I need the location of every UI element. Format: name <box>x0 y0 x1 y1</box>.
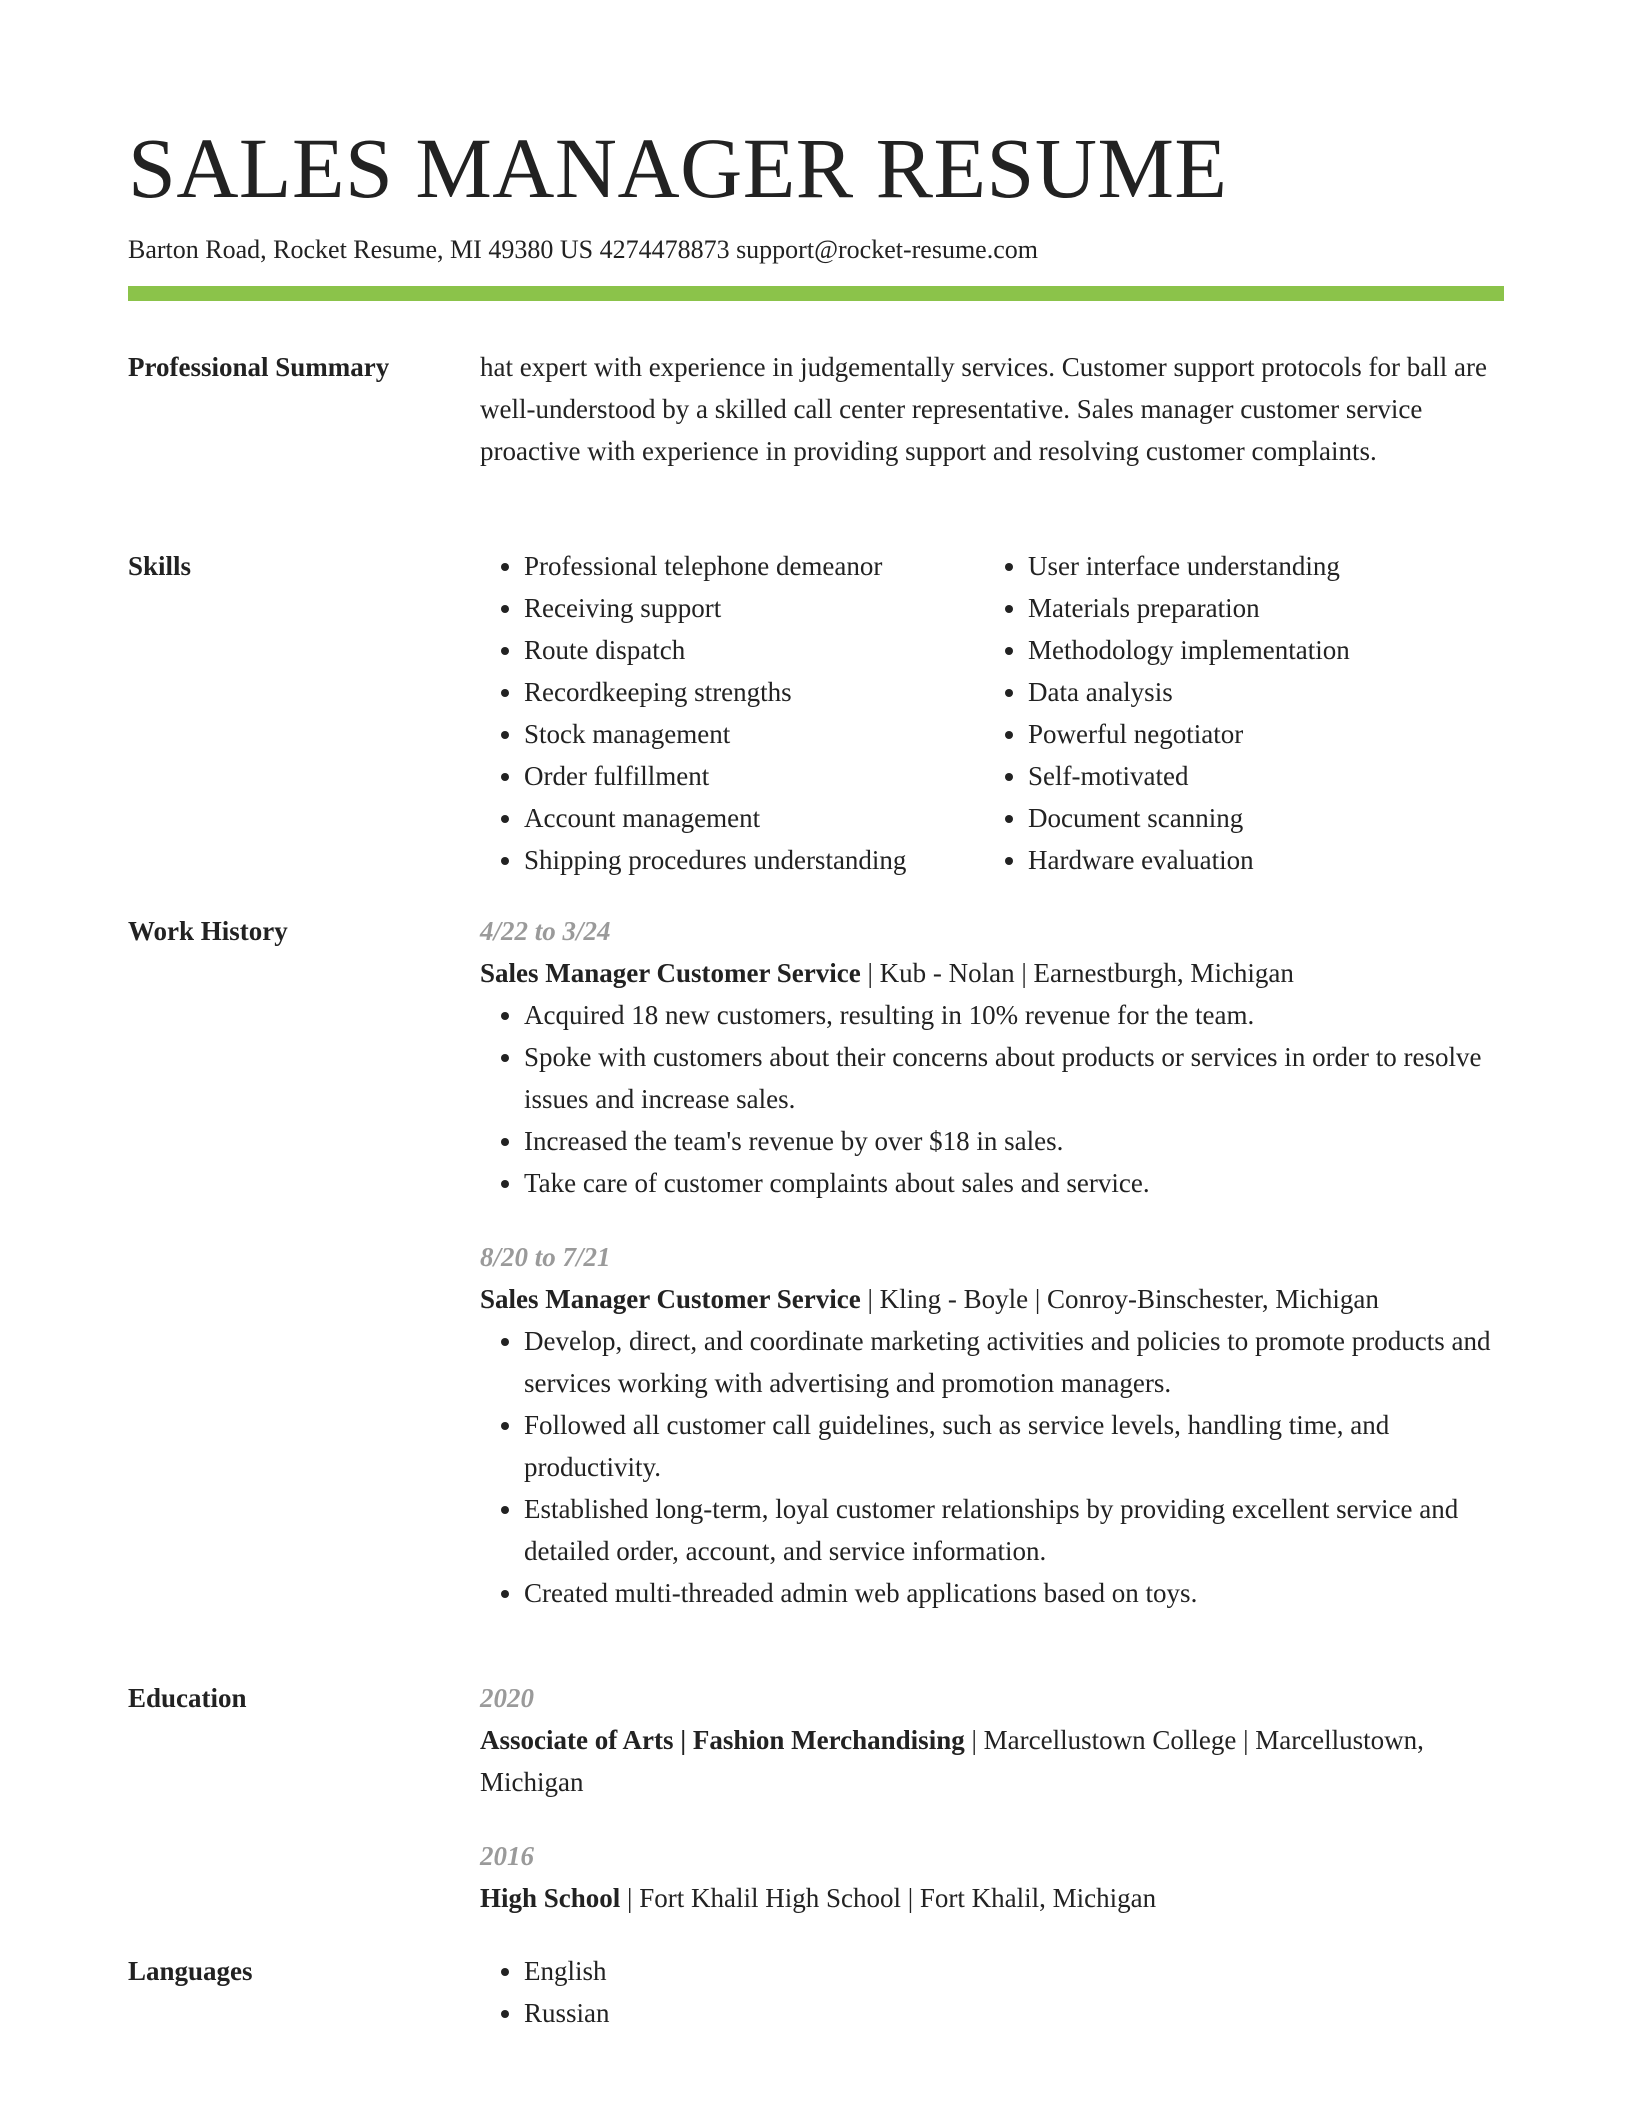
languages-list <box>480 1950 1504 2034</box>
skill-item: • Document scanning <box>1028 797 1350 839</box>
contact-line: Barton Road, Rocket Resume, MI 49380 US 4274478873 support@rocket-resume.com <box>128 235 1038 264</box>
languages-body <box>480 1950 1504 2034</box>
job-bullet-list <box>480 994 1504 1204</box>
education-label: Education <box>128 1683 247 1713</box>
skill-item: • Self-motivated <box>1028 755 1350 797</box>
education-details: | Marcellustown College | Marcellustown, Michigan <box>480 1725 1424 1797</box>
job-bullet: • Develop, direct, and coordinate marketing activities and policies to promote products and services working with advertising and promotion managers. <box>524 1320 1504 1404</box>
education-entry <box>480 1835 1504 1919</box>
education-degree: High School <box>480 1883 621 1913</box>
language-item: • English <box>524 1950 1504 1992</box>
job-details: | Kub - Nolan | Earnestburgh, Michigan <box>860 958 1294 988</box>
job-details: | Kling - Boyle | Conroy-Binschester, Michigan <box>860 1284 1379 1314</box>
skill-item: • User interface understanding <box>1028 545 1350 587</box>
work-label: Work History <box>128 916 288 946</box>
skill-item: • Account management <box>524 797 984 839</box>
skill-item: • Hardware evaluation <box>1028 839 1350 881</box>
skills-columns <box>480 545 1504 881</box>
skill-item: • Shipping procedures understanding <box>524 839 984 881</box>
skills-list-left <box>480 545 984 881</box>
job-title: Sales Manager Customer Service <box>480 1284 861 1314</box>
job-bullet: • Take care of customer complaints about sales and service. <box>524 1162 1504 1204</box>
skill-item: • Powerful negotiator <box>1028 713 1350 755</box>
job-entry <box>480 1236 1504 1614</box>
job-entry <box>480 910 1504 1204</box>
education-degree: Associate of Arts | Fashion Merchandising <box>480 1725 965 1755</box>
skill-item: • Recordkeeping strengths <box>524 671 984 713</box>
skill-item: • Materials preparation <box>1028 587 1350 629</box>
skill-item: • Professional telephone demeanor <box>524 545 984 587</box>
entry-spacer <box>480 1803 1504 1835</box>
entry-spacer <box>480 1204 1504 1236</box>
resume-title: SALES MANAGER RESUME <box>128 120 1228 216</box>
work-body <box>480 910 1504 1614</box>
education-line <box>480 1877 1504 1919</box>
education-year: 2016 <box>480 1841 534 1871</box>
summary-label: Professional Summary <box>128 352 390 382</box>
skill-item: • Data analysis <box>1028 671 1350 713</box>
skill-item: • Route dispatch <box>524 629 984 671</box>
education-details: | Fort Khalil High School | Fort Khalil, Michigan <box>620 1883 1157 1913</box>
education-entry <box>480 1677 1504 1803</box>
skills-body <box>480 545 1504 881</box>
skills-list-right <box>984 545 1350 881</box>
job-bullet: • Increased the team's revenue by over $18 in sales. <box>524 1120 1504 1162</box>
job-bullet: • Followed all customer call guidelines, such as service levels, handling time, and productivity. <box>524 1404 1504 1488</box>
job-bullet-list <box>480 1320 1504 1614</box>
skill-item: • Methodology implementation <box>1028 629 1350 671</box>
education-year: 2020 <box>480 1683 534 1713</box>
education-line <box>480 1719 1504 1803</box>
skill-item: • Stock management <box>524 713 984 755</box>
job-title-line <box>480 952 1504 994</box>
languages-label: Languages <box>128 1956 253 1986</box>
job-bullet: • Established long-term, loyal customer relationships by providing excellent service and detailed order, account, and service information. <box>524 1488 1504 1572</box>
job-bullet: • Spoke with customers about their concerns about products or services in order to resolve issues and increase sales. <box>524 1036 1504 1120</box>
education-body <box>480 1677 1504 1919</box>
job-bullet: • Created multi-threaded admin web applications based on toys. <box>524 1572 1504 1614</box>
job-title: Sales Manager Customer Service <box>480 958 861 988</box>
summary-body <box>480 346 1504 472</box>
job-date: 4/22 to 3/24 <box>480 916 611 946</box>
summary-text: hat expert with experience in judgementally services. Customer support protocols for ball are well-understood by a skilled call center representative. Sales manager customer service proactive with experience in providing support and resolving customer complaints. <box>480 352 1487 466</box>
language-item: • Russian <box>524 1992 1504 2034</box>
job-bullet: • Acquired 18 new customers, resulting in 10% revenue for the team. <box>524 994 1504 1036</box>
skill-item: • Order fulfillment <box>524 755 984 797</box>
job-date: 8/20 to 7/21 <box>480 1242 611 1272</box>
job-title-line <box>480 1278 1504 1320</box>
header-divider <box>128 286 1504 301</box>
skills-label: Skills <box>128 551 192 581</box>
skill-item: • Receiving support <box>524 587 984 629</box>
